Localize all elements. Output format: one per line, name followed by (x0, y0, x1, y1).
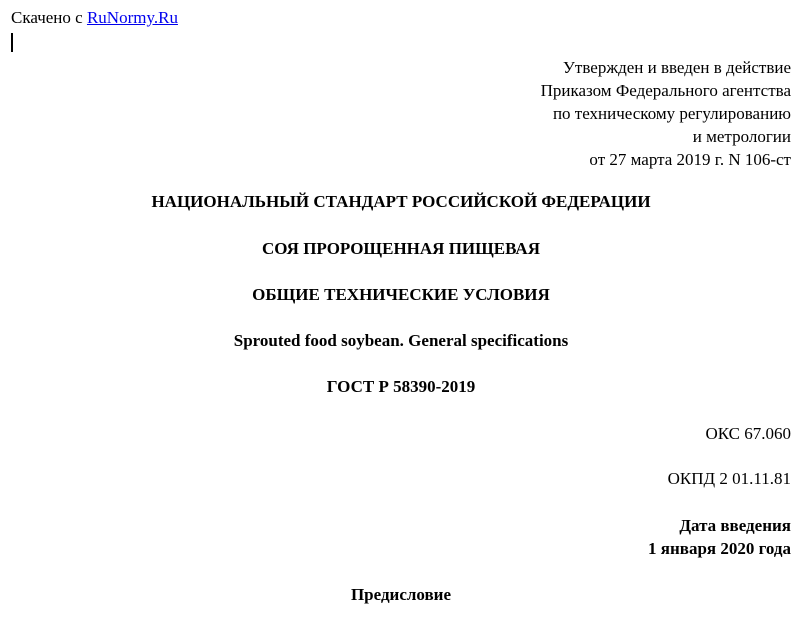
text-caret (11, 33, 13, 52)
approval-line-1: Утвержден и введен в действие (562, 58, 791, 77)
standard-type-title: НАЦИОНАЛЬНЫЙ СТАНДАРТ РОССИЙСКОЙ ФЕДЕРАЦИИ (151, 192, 651, 211)
approval-line-2: Приказом Федерального агентства (540, 81, 791, 100)
approval-line-3: по техническому регулированию (552, 104, 791, 123)
approval-line-4: и метрологии (692, 127, 791, 146)
source-line (11, 8, 178, 28)
approval-block (541, 56, 791, 171)
intro-date-value: 1 января 2020 года (648, 539, 791, 558)
foreword-heading: Предисловие (350, 585, 452, 604)
intro-date-label: Дата введения (679, 516, 791, 535)
approval-line-5: от 27 марта 2019 г. N 106-ст (589, 150, 791, 169)
standard-code: ГОСТ Р 58390-2019 (326, 377, 476, 396)
runormy-link[interactable]: RuNormy.Ru (86, 8, 178, 27)
source-prefix: Скачено с (11, 8, 87, 27)
standard-subtitle: ОБЩИЕ ТЕХНИЧЕСКИЕ УСЛОВИЯ (252, 285, 550, 304)
oks-code: ОКС 67.060 (705, 424, 791, 443)
standard-english-title: Sprouted food soybean. General specifications (233, 331, 569, 350)
standard-name: СОЯ ПРОРОЩЕННАЯ ПИЩЕВАЯ (262, 239, 540, 258)
okpd-code: ОКПД 2 01.11.81 (667, 469, 791, 488)
